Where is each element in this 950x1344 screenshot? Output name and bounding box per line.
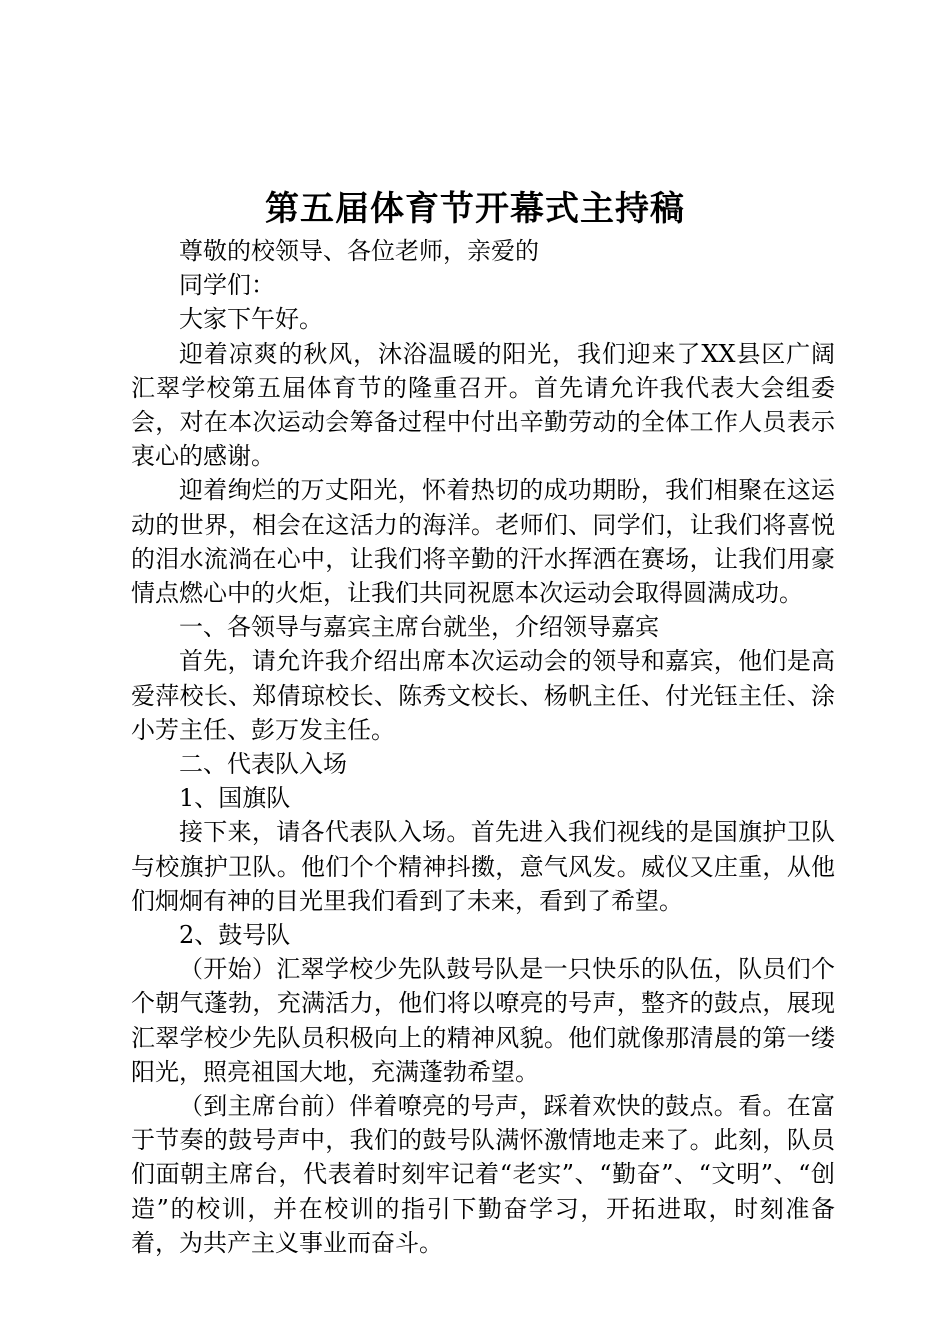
subsection-heading: 1、国旗队 [179,784,291,813]
paragraph: 迎着凉爽的秋风，沐浴温暖的阳光，我们迎来了XX县区广阔汇翠学校第五届体育节的隆重召开。首先请允许我代表大会组委会，对在本次运动会筹备过程中付出辛勤劳动的全体工作人员表示衷心的感谢。 [131,339,835,471]
paragraph-greeting: 尊敬的校领导、各位老师，亲爱的 [179,237,539,265]
paragraph: （开始）汇翠学校少先队鼓号队是一只快乐的队伍，队员们个个朝气蓬勃，充满活力，他们将以嘹亮的号声，整齐的鼓点，展现汇翠学校少先队员积极向上的精神风貌。他们就像那清晨的第一缕阳光，照亮祖国大地，充满蓬勃希望。 [131,955,835,1086]
section-heading: 一、各领导与嘉宾主席台就坐，介绍领导嘉宾 [179,613,659,642]
section-heading: 二、代表队入场 [179,750,347,779]
document-title: 第五届体育节开幕式主持稿 [265,189,685,229]
subsection-heading: 2、鼓号队 [179,921,291,950]
paragraph-greeting-cont: 同学们： [179,271,275,300]
paragraph: 迎着绚烂的万丈阳光，怀着热切的成功期盼，我们相聚在这运动的世界，相会在这活力的海洋。老师们、同学们，让我们将喜悦的泪水流淌在心中，让我们将辛勤的汗水挥洒在赛场，让我们用豪情点燃心中的火炬，让我们共同祝愿本次运动会取得圆满成功。 [131,476,835,608]
document-body [131,234,835,1260]
paragraph: 首先，请允许我介绍出席本次运动会的领导和嘉宾，他们是高爱萍校长、郑倩琼校长、陈秀文校长、杨帆主任、付光钰主任、涂小芳主任、彭万发主任。 [131,647,835,744]
paragraph: （到主席台前）伴着嘹亮的号声，踩着欢快的鼓点。看。在富于节奏的鼓号声中，我们的鼓号队满怀激情地走来了。此刻，队员们面朝主席台，代表着时刻牢记着“老实”、“勤奋”、“文明”、“创造”的校训，并在校训的指引下勤奋学习，开拓进取，时刻准备着，为共产主义事业而奋斗。 [131,1092,835,1257]
paragraph: 接下来，请各代表队入场。首先进入我们视线的是国旗护卫队与校旗护卫队。他们个个精神抖擞，意气风发。威仪又庄重，从他们炯炯有神的目光里我们看到了未来，看到了希望。 [131,818,835,915]
paragraph-good-afternoon: 大家下午好。 [179,305,323,334]
